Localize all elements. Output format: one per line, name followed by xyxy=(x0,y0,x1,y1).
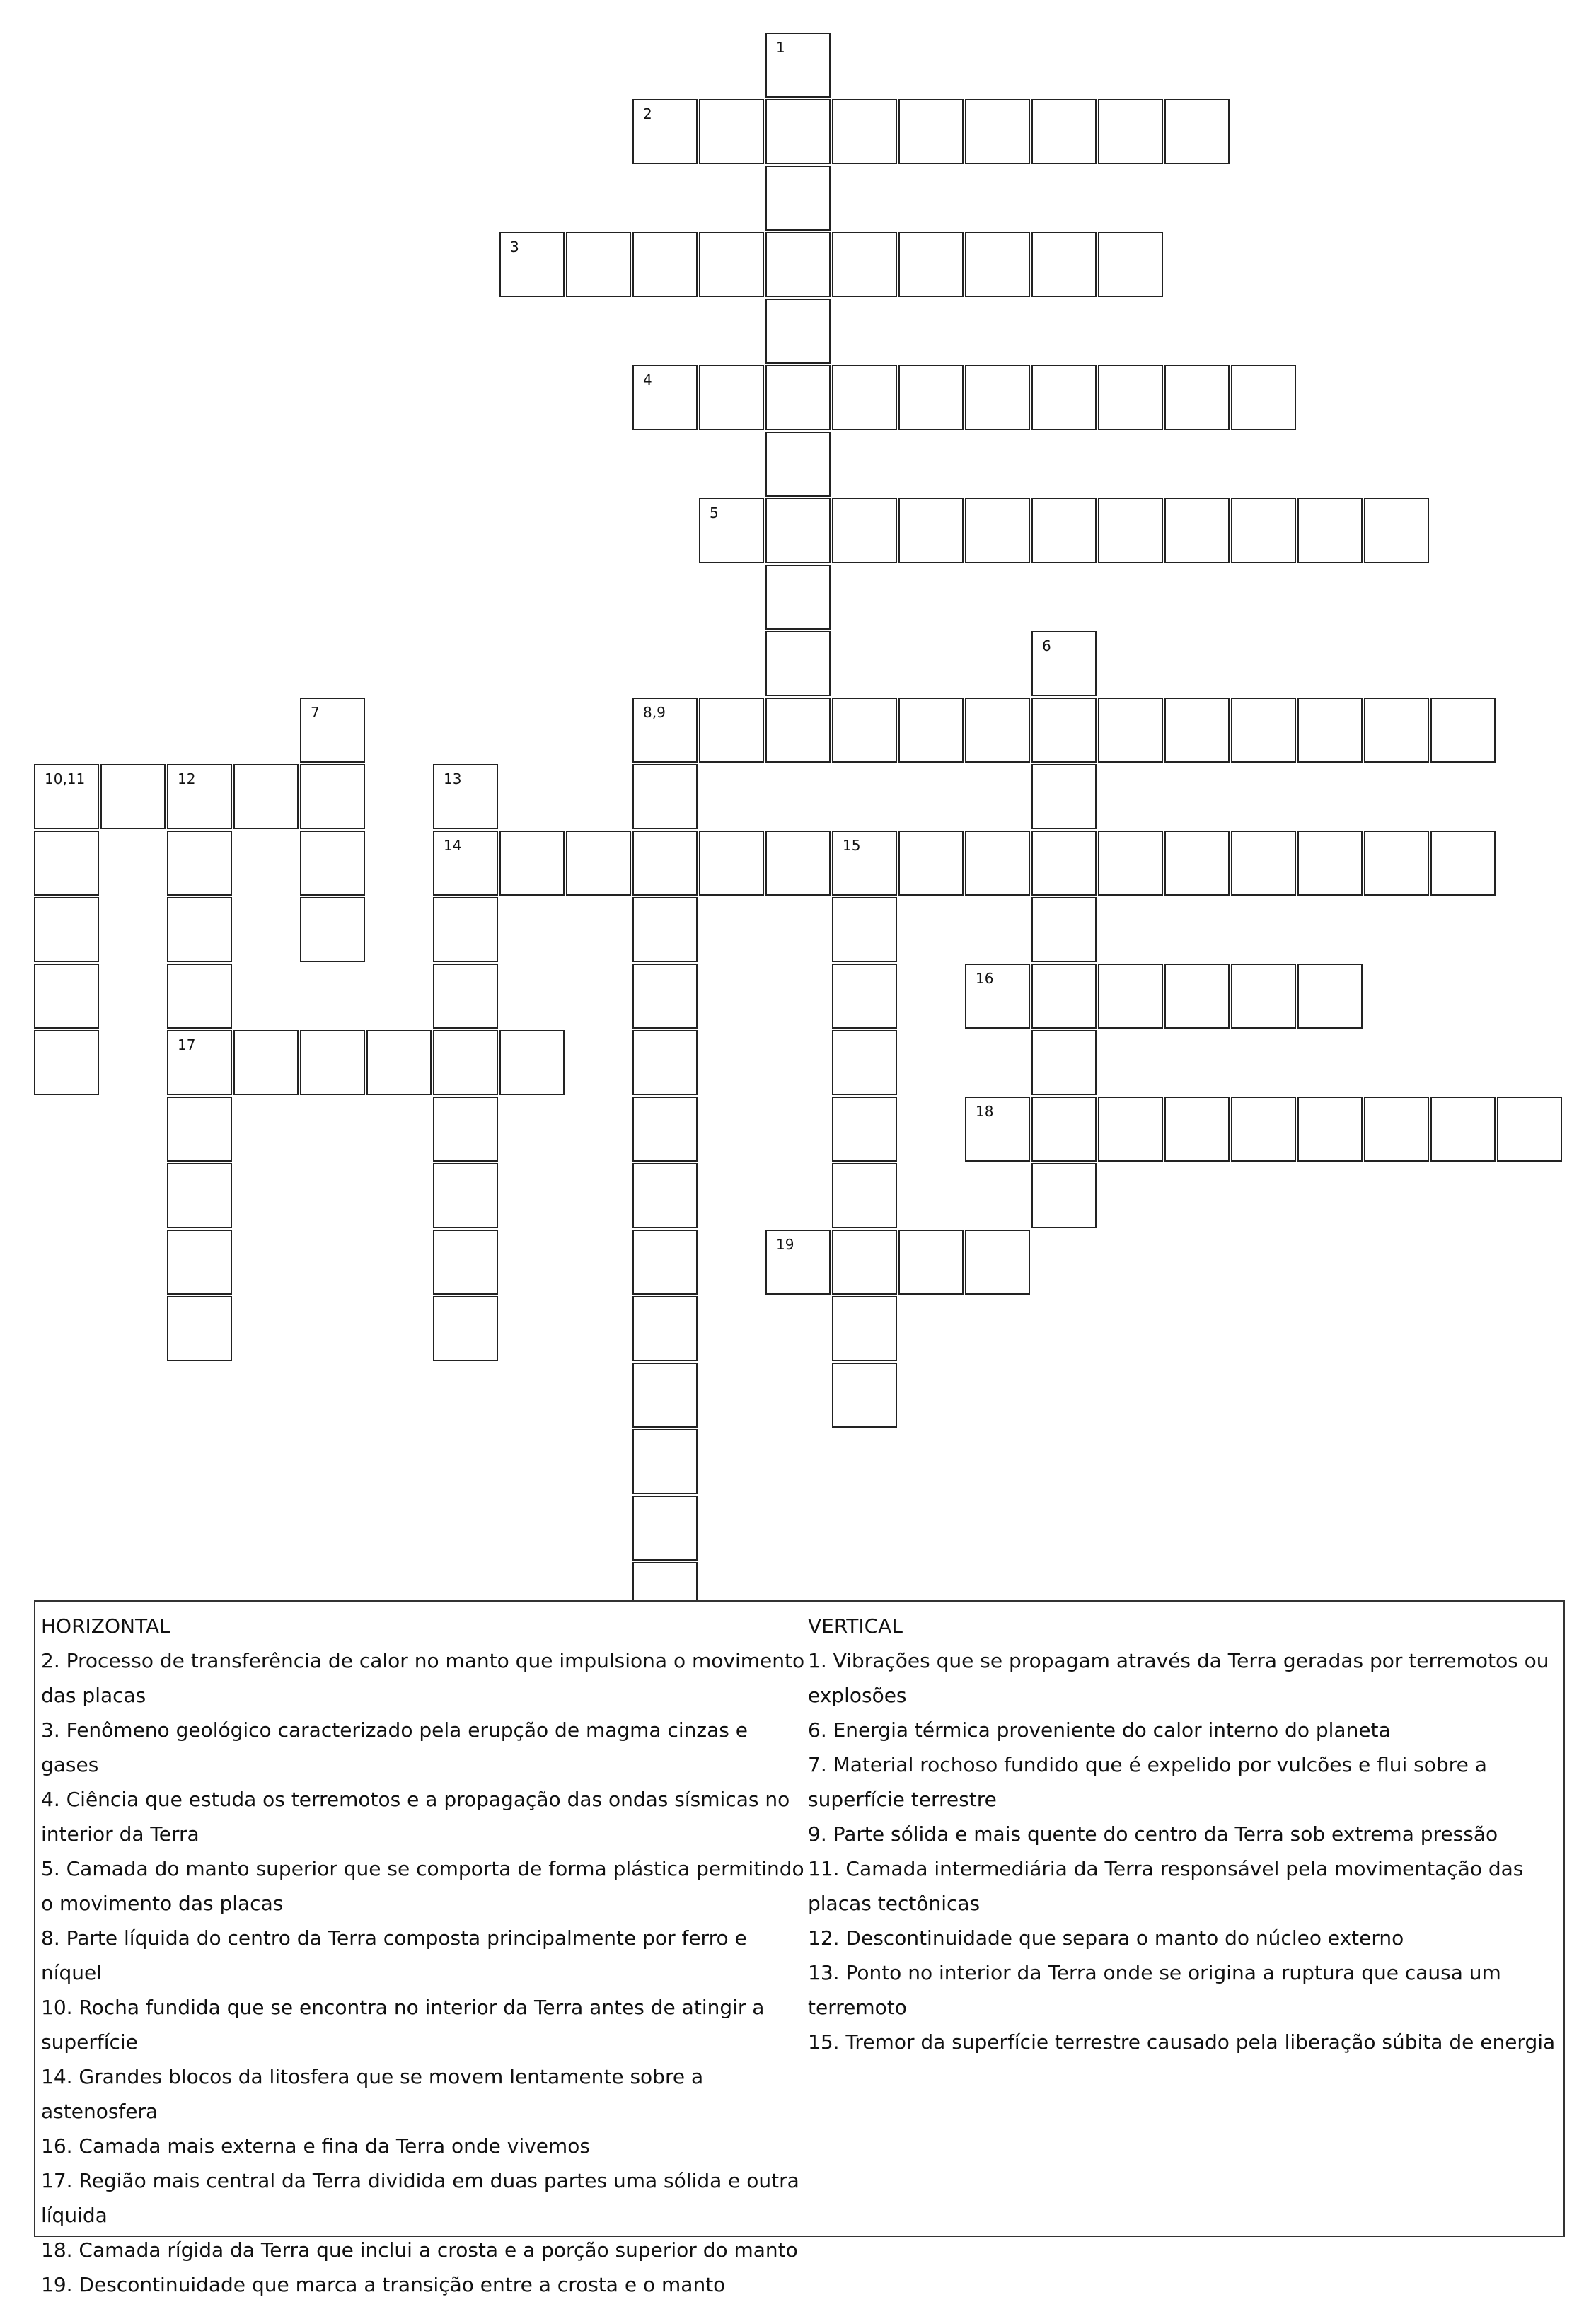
grid-cell-r13-c0[interactable] xyxy=(34,897,99,962)
grid-cell-r12-c21[interactable] xyxy=(1430,831,1496,896)
grid-cell-r12-c8[interactable] xyxy=(566,831,631,896)
grid-cell-r13-c6[interactable] xyxy=(433,897,498,962)
grid-cell-r10-c17[interactable] xyxy=(1164,698,1230,763)
grid-cell-r10-c16[interactable] xyxy=(1098,698,1163,763)
grid-cell-r12-c19[interactable] xyxy=(1297,831,1363,896)
vertical-clues xyxy=(808,1609,1562,2059)
grid-cell-r1-c16[interactable] xyxy=(1098,99,1163,164)
grid-cell-r13-c2[interactable] xyxy=(167,897,232,962)
grid-cell-r12-c10[interactable] xyxy=(699,831,764,896)
clue-number: 3 xyxy=(510,238,519,255)
grid-cell-r7-c18[interactable] xyxy=(1231,498,1296,563)
grid-cell-r1-c12[interactable] xyxy=(832,99,897,164)
clue-down-7: 7. Material rochoso fundido que é expelido por vulcões e flui sobre a superfície terrestre xyxy=(808,1753,1487,1811)
grid-cell-r11-c1[interactable] xyxy=(100,764,166,829)
grid-cell-r12-c2[interactable] xyxy=(167,831,232,896)
grid-cell-r15-c4[interactable] xyxy=(300,1030,365,1095)
grid-cell-r20-c12[interactable] xyxy=(832,1363,897,1428)
grid-cell-r14-c17[interactable] xyxy=(1164,964,1230,1029)
clue-number: 1 xyxy=(776,39,785,56)
grid-cell-r18-c9[interactable] xyxy=(632,1230,698,1295)
grid-cell-r1-c11[interactable] xyxy=(765,99,831,164)
grid-cell-r11-c6[interactable] xyxy=(433,764,498,829)
grid-cell-r14-c19[interactable] xyxy=(1297,964,1363,1029)
grid-cell-r16-c16[interactable] xyxy=(1098,1097,1163,1162)
grid-cell-r16-c22[interactable] xyxy=(1497,1097,1562,1162)
grid-cell-r8-c11[interactable] xyxy=(765,565,831,630)
grid-cell-r15-c7[interactable] xyxy=(499,1030,565,1095)
clues-box xyxy=(34,1600,1565,2296)
grid-cell-r10-c11[interactable] xyxy=(765,698,831,763)
grid-cell-r5-c17[interactable] xyxy=(1164,365,1230,430)
grid-cell-r3-c9[interactable] xyxy=(632,232,698,297)
grid-cell-r15-c6[interactable] xyxy=(433,1030,498,1095)
grid-cell-r5-c12[interactable] xyxy=(832,365,897,430)
clue-number: 16 xyxy=(976,970,994,987)
grid-cell-r14-c14[interactable] xyxy=(965,964,1030,1029)
grid-cell-r7-c17[interactable] xyxy=(1164,498,1230,563)
grid-cell-r16-c15[interactable] xyxy=(1031,1097,1097,1162)
grid-cell-r3-c8[interactable] xyxy=(566,232,631,297)
grid-cell-r14-c2[interactable] xyxy=(167,964,232,1029)
grid-cell-r10-c14[interactable] xyxy=(965,698,1030,763)
clue-down-9: 9. Parte sólida e mais quente do centro da Terra sob extrema pressão xyxy=(808,1822,1498,1846)
grid-cell-r14-c16[interactable] xyxy=(1098,964,1163,1029)
grid-cell-r11-c3[interactable] xyxy=(233,764,299,829)
grid-cell-r11-c0[interactable] xyxy=(34,764,99,829)
grid-cell-r3-c10[interactable] xyxy=(699,232,764,297)
grid-cell-r13-c4[interactable] xyxy=(300,897,365,962)
grid-cell-r12-c17[interactable] xyxy=(1164,831,1230,896)
grid-cell-r18-c14[interactable] xyxy=(965,1230,1030,1295)
grid-cell-r16-c21[interactable] xyxy=(1430,1097,1496,1162)
grid-cell-r1-c15[interactable] xyxy=(1031,99,1097,164)
grid-cell-r7-c12[interactable] xyxy=(832,498,897,563)
grid-cell-r1-c10[interactable] xyxy=(699,99,764,164)
grid-cell-r7-c16[interactable] xyxy=(1098,498,1163,563)
grid-cell-r15-c3[interactable] xyxy=(233,1030,299,1095)
clue-across-18: 18. Camada rígida da Terra que inclui a crosta e a porção superior do manto xyxy=(41,2238,798,2262)
grid-cell-r15-c15[interactable] xyxy=(1031,1030,1097,1095)
grid-cell-r22-c9[interactable] xyxy=(632,1496,698,1561)
grid-cell-r5-c11[interactable] xyxy=(765,365,831,430)
grid-cell-r14-c6[interactable] xyxy=(433,964,498,1029)
grid-cell-r18-c6[interactable] xyxy=(433,1230,498,1295)
grid-cell-r12-c7[interactable] xyxy=(499,831,565,896)
clue-number: 15 xyxy=(843,837,861,854)
grid-cell-r16-c6[interactable] xyxy=(433,1097,498,1162)
grid-cell-r16-c9[interactable] xyxy=(632,1097,698,1162)
grid-cell-r1-c17[interactable] xyxy=(1164,99,1230,164)
clue-across-3: 3. Fenômeno geológico caracterizado pela erupção de magma cinzas e gases xyxy=(41,1718,748,1776)
grid-cell-r10-c13[interactable] xyxy=(898,698,964,763)
grid-cell-r17-c6[interactable] xyxy=(433,1163,498,1228)
grid-cell-r13-c15[interactable] xyxy=(1031,897,1097,962)
grid-cell-r10-c4[interactable] xyxy=(300,698,365,763)
grid-cell-r1-c9[interactable] xyxy=(632,99,698,164)
clue-number: 6 xyxy=(1042,637,1051,654)
grid-cell-r10-c9[interactable] xyxy=(632,698,698,763)
horizontal-heading: HORIZONTAL xyxy=(41,1614,170,1638)
grid-cell-r7-c19[interactable] xyxy=(1297,498,1363,563)
grid-cell-r9-c11[interactable] xyxy=(765,631,831,696)
grid-cell-r12-c11[interactable] xyxy=(765,831,831,896)
clue-across-5: 5. Camada do manto superior que se comporta de forma plástica permitindo o movimento das placas xyxy=(41,1857,804,1915)
clue-number: 8,9 xyxy=(643,704,666,721)
grid-cell-r0-c11[interactable] xyxy=(765,33,831,98)
grid-cell-r17-c12[interactable] xyxy=(832,1163,897,1228)
grid-cell-r3-c14[interactable] xyxy=(965,232,1030,297)
grid-cell-r12-c14[interactable] xyxy=(965,831,1030,896)
grid-cell-r13-c12[interactable] xyxy=(832,897,897,962)
grid-cell-r21-c9[interactable] xyxy=(632,1429,698,1494)
grid-cell-r7-c11[interactable] xyxy=(765,498,831,563)
grid-cell-r7-c13[interactable] xyxy=(898,498,964,563)
grid-cell-r17-c15[interactable] xyxy=(1031,1163,1097,1228)
clue-across-19: 19. Descontinuidade que marca a transição entre a crosta e o manto xyxy=(41,2273,726,2296)
grid-cell-r4-c11[interactable] xyxy=(765,299,831,364)
grid-cell-r12-c18[interactable] xyxy=(1231,831,1296,896)
clue-down-1: 1. Vibrações que se propagam através da Terra geradas por terremotos ou explosões xyxy=(808,1649,1549,1707)
grid-cell-r14-c0[interactable] xyxy=(34,964,99,1029)
grid-cell-r18-c13[interactable] xyxy=(898,1230,964,1295)
grid-cell-r7-c10[interactable] xyxy=(699,498,764,563)
grid-cell-r5-c10[interactable] xyxy=(699,365,764,430)
grid-cell-r16-c12[interactable] xyxy=(832,1097,897,1162)
grid-cell-r15-c0[interactable] xyxy=(34,1030,99,1095)
grid-cell-r16-c18[interactable] xyxy=(1231,1097,1296,1162)
grid-cell-r12-c12[interactable] xyxy=(832,831,897,896)
grid-cell-r16-c19[interactable] xyxy=(1297,1097,1363,1162)
grid-cell-r10-c19[interactable] xyxy=(1297,698,1363,763)
grid-cell-r6-c11[interactable] xyxy=(765,432,831,497)
grid-cell-r10-c10[interactable] xyxy=(699,698,764,763)
grid-cell-r5-c14[interactable] xyxy=(965,365,1030,430)
grid-cell-r12-c16[interactable] xyxy=(1098,831,1163,896)
grid-cell-r14-c9[interactable] xyxy=(632,964,698,1029)
grid-cell-r16-c14[interactable] xyxy=(965,1097,1030,1162)
grid-cell-r12-c6[interactable] xyxy=(433,831,498,896)
clue-down-12: 12. Descontinuidade que separa o manto do núcleo externo xyxy=(808,1926,1404,1950)
grid-cell-r15-c2[interactable] xyxy=(167,1030,232,1095)
grid-cell-r3-c13[interactable] xyxy=(898,232,964,297)
clue-number: 5 xyxy=(710,504,719,521)
grid-cell-r12-c13[interactable] xyxy=(898,831,964,896)
grid-cell-r16-c20[interactable] xyxy=(1364,1097,1429,1162)
grid-cell-r5-c18[interactable] xyxy=(1231,365,1296,430)
grid-cell-r18-c12[interactable] xyxy=(832,1230,897,1295)
clue-down-15: 15. Tremor da superfície terrestre causado pela liberação súbita de energia xyxy=(808,2030,1556,2054)
clue-across-4: 4. Ciência que estuda os terremotos e a propagação das ondas sísmicas no interior da Terra xyxy=(41,1788,790,1846)
grid-cell-r5-c15[interactable] xyxy=(1031,365,1097,430)
grid-cell-r18-c2[interactable] xyxy=(167,1230,232,1295)
grid-cell-r7-c14[interactable] xyxy=(965,498,1030,563)
clue-across-10: 10. Rocha fundida que se encontra no interior da Terra antes de atingir a superfície xyxy=(41,1996,765,2054)
clue-across-14: 14. Grandes blocos da litosfera que se movem lentamente sobre a astenosfera xyxy=(41,2065,704,2123)
grid-cell-r10-c15[interactable] xyxy=(1031,698,1097,763)
clue-down-6: 6. Energia térmica proveniente do calor interno do planeta xyxy=(808,1718,1391,1742)
clue-across-16: 16. Camada mais externa e fina da Terra onde vivemos xyxy=(41,2134,590,2158)
grid-cell-r11-c4[interactable] xyxy=(300,764,365,829)
grid-cell-r15-c12[interactable] xyxy=(832,1030,897,1095)
grid-cell-r17-c9[interactable] xyxy=(632,1163,698,1228)
clue-down-11: 11. Camada intermediária da Terra responsável pela movimentação das placas tectônicas xyxy=(808,1857,1524,1915)
grid-cell-r7-c15[interactable] xyxy=(1031,498,1097,563)
grid-cell-r19-c6[interactable] xyxy=(433,1296,498,1361)
grid-cell-r7-c20[interactable] xyxy=(1364,498,1429,563)
clue-number: 12 xyxy=(178,770,196,787)
grid-cell-r11-c15[interactable] xyxy=(1031,764,1097,829)
clue-across-17: 17. Região mais central da Terra dividida em duas partes uma sólida e outra líquida xyxy=(41,2169,799,2227)
clue-number: 18 xyxy=(976,1103,994,1120)
grid-cell-r3-c12[interactable] xyxy=(832,232,897,297)
grid-cell-r16-c17[interactable] xyxy=(1164,1097,1230,1162)
grid-cell-r5-c16[interactable] xyxy=(1098,365,1163,430)
grid-cell-r11-c2[interactable] xyxy=(167,764,232,829)
grid-cell-r13-c9[interactable] xyxy=(632,897,698,962)
grid-cell-r20-c9[interactable] xyxy=(632,1363,698,1428)
grid-cell-r10-c20[interactable] xyxy=(1364,698,1429,763)
grid-cell-r3-c16[interactable] xyxy=(1098,232,1163,297)
grid-cell-r15-c5[interactable] xyxy=(366,1030,432,1095)
grid-cell-r1-c13[interactable] xyxy=(898,99,964,164)
grid-cell-r3-c15[interactable] xyxy=(1031,232,1097,297)
grid-cell-r12-c4[interactable] xyxy=(300,831,365,896)
grid-cell-r14-c15[interactable] xyxy=(1031,964,1097,1029)
clue-number: 14 xyxy=(444,837,462,854)
horizontal-clues xyxy=(41,1609,805,2302)
clue-number: 2 xyxy=(643,105,652,122)
grid-cell-r10-c12[interactable] xyxy=(832,698,897,763)
clue-number: 13 xyxy=(444,770,462,787)
grid-cell-r12-c0[interactable] xyxy=(34,831,99,896)
clue-number: 4 xyxy=(643,371,652,388)
grid-cell-r15-c9[interactable] xyxy=(632,1030,698,1095)
grid-cell-r16-c2[interactable] xyxy=(167,1097,232,1162)
grid-cell-r5-c9[interactable] xyxy=(632,365,698,430)
grid-cell-r10-c18[interactable] xyxy=(1231,698,1296,763)
grid-cell-r5-c13[interactable] xyxy=(898,365,964,430)
grid-cell-r14-c12[interactable] xyxy=(832,964,897,1029)
grid-cell-r19-c9[interactable] xyxy=(632,1296,698,1361)
clue-number: 7 xyxy=(311,704,320,721)
grid-cell-r12-c20[interactable] xyxy=(1364,831,1429,896)
clue-number: 19 xyxy=(776,1236,794,1253)
grid-cell-r1-c14[interactable] xyxy=(965,99,1030,164)
clue-number: 10,11 xyxy=(45,770,86,787)
vertical-heading: VERTICAL xyxy=(808,1614,903,1638)
grid-cell-r19-c12[interactable] xyxy=(832,1296,897,1361)
grid-cell-r19-c2[interactable] xyxy=(167,1296,232,1361)
grid-cell-r11-c9[interactable] xyxy=(632,764,698,829)
clue-across-2: 2. Processo de transferência de calor no manto que impulsiona o movimento das placas xyxy=(41,1649,805,1707)
grid-cell-r17-c2[interactable] xyxy=(167,1163,232,1228)
grid-cell-r12-c9[interactable] xyxy=(632,831,698,896)
grid-cell-r3-c11[interactable] xyxy=(765,232,831,297)
grid-cell-r12-c15[interactable] xyxy=(1031,831,1097,896)
grid-cell-r18-c11[interactable] xyxy=(765,1230,831,1295)
grid-cell-r10-c21[interactable] xyxy=(1430,698,1496,763)
clue-down-13: 13. Ponto no interior da Terra onde se origina a ruptura que causa um terremoto xyxy=(808,1961,1501,2019)
grid-cell-r9-c15[interactable] xyxy=(1031,631,1097,696)
grid-cell-r14-c18[interactable] xyxy=(1231,964,1296,1029)
clue-across-8: 8. Parte líquida do centro da Terra composta principalmente por ferro e níquel xyxy=(41,1926,747,1984)
clue-number: 17 xyxy=(178,1036,196,1053)
grid-cell-r3-c7[interactable] xyxy=(499,232,565,297)
grid-cell-r2-c11[interactable] xyxy=(765,166,831,231)
